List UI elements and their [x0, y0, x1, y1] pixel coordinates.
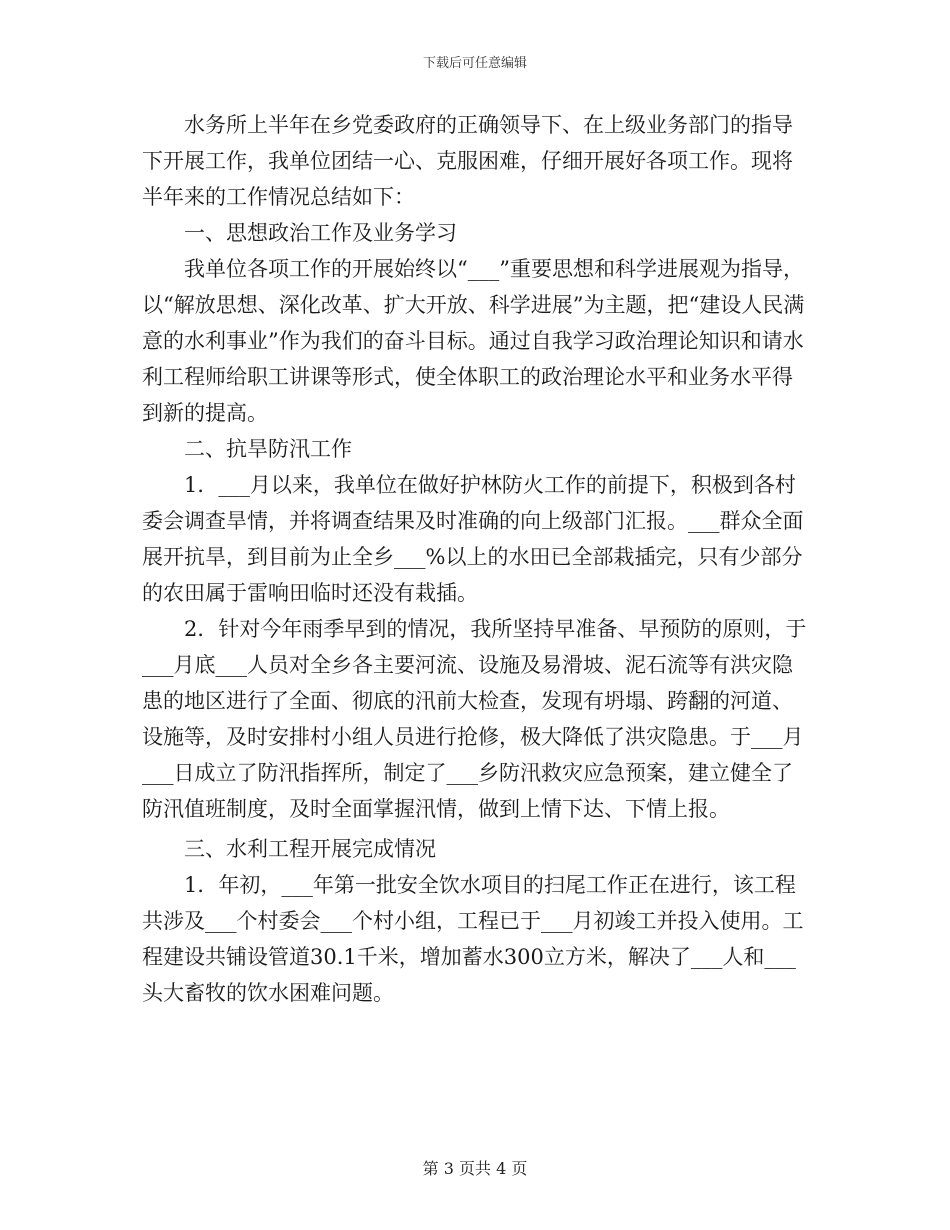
document-body — [142, 107, 808, 1011]
section-3-paragraph-1: 1．年初，___年第一批安全饮水项目的扫尾工作正在进行，该工程共涉及___个村委会___个村小组，工程已于___月初竣工并投入使用。工程建设共铺设管道30.1千米，增加蓄水300立方米，解决了___人和___头大畜牧的饮水困难问题。 — [142, 873, 804, 1005]
intro-paragraph: 水务所上半年在乡党委政府的正确领导下、在上级业务部门的指导下开展工作，我单位团结一心、克服困难，仔细开展好各项工作。现将半年来的工作情况总结如下： — [142, 113, 793, 209]
section-heading-1: 一、思想政治工作及业务学习 — [184, 221, 457, 245]
page-number: 第 3 页共 4 页 — [422, 1159, 528, 1178]
section-1-paragraph: 我单位各项工作的开展始终以“___”重要思想和科学进展观为指导，以“解放思想、深化改革、扩大开放、科学进展”为主题，把“建设人民满意的水利事业”作为我们的奋斗目标。通过自我学习政治理论知识和请水利工程师给职工讲课等形式，使全体职工的政治理论水平和业务水平得到新的提高。 — [142, 257, 805, 425]
section-2-paragraph-1: 1．___月以来，我单位在做好护林防火工作的前提下，积极到各村委会调查旱情，并将调查结果及时准确的向上级部门汇报。___群众全面展开抗旱，到目前为止全乡___%以上的水田已全部栽插完，只有少部分的农田属于雷响田临时还没有栽插。 — [142, 473, 804, 605]
section-heading-3: 三、水利工程开展完成情况 — [184, 837, 436, 861]
section-heading-2: 二、抗旱防汛工作 — [184, 437, 352, 461]
page-header: 下载后可任意编辑 — [422, 56, 527, 71]
section-2-paragraph-2: 2．针对今年雨季早到的情况，我所坚持早准备、早预防的原则，于___月底___人员对全乡各主要河流、设施及易滑坡、泥石流等有洪灾隐患的地区进行了全面、彻底的汛前大检查，发现有坍塌、跨翻的河道、设施等，及时安排村小组人员进行抢修，极大降低了洪灾隐患。于___月___日成立了防汛指挥所，制定了___乡防汛救灾应急预案，建立健全了防汛值班制度，及时全面掌握汛情，做到上情下达、下情上报。 — [142, 617, 807, 821]
